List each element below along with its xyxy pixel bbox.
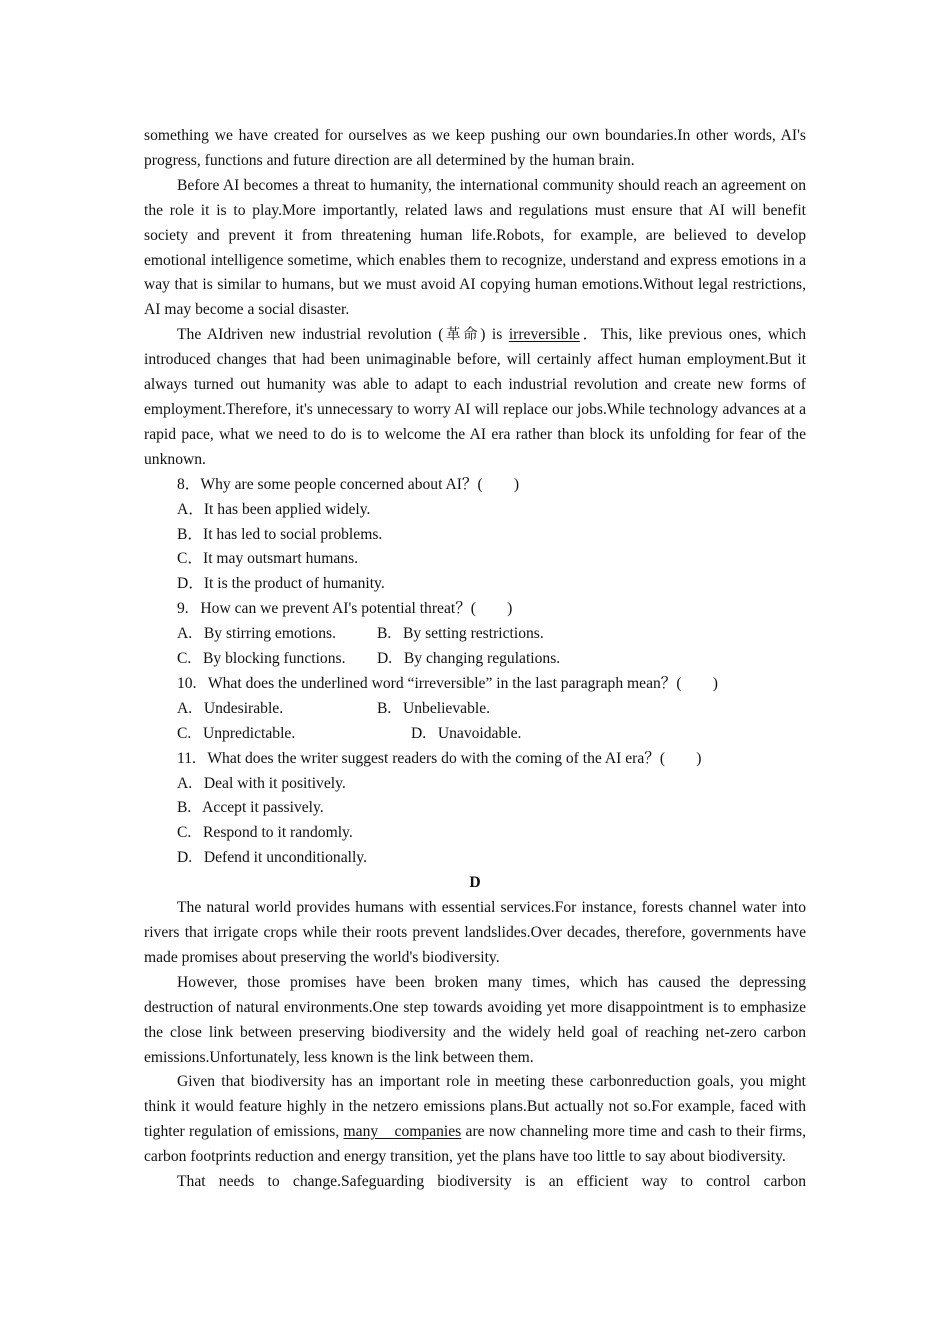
question-9-option-c[interactable]: C. By blocking functions.	[177, 650, 346, 668]
underlined-phrase: many companies	[343, 1123, 462, 1141]
question-8-stem: 8．Why are some people concerned about AI？( )	[177, 475, 520, 493]
question-10-option-c[interactable]: C. Unpredictable.	[177, 724, 296, 742]
question-10-option-a[interactable]: A. Undesirable.	[177, 699, 284, 717]
question-11-option-c[interactable]: C. Respond to it randomly.	[177, 824, 353, 842]
question-9-options-row-2	[144, 647, 806, 672]
question-9-option-b[interactable]: B. By setting restrictions.	[377, 625, 544, 643]
passage-c-paragraph-2: Before AI becomes a threat to humanity, the international community should reach an agreement on the role it is to play.More importantly, related laws and regulations must ensure that AI will benefit society and prevent it from threatening human life.Robots, for example, are believed to develop emotional intelligence sometime, which enables them to recognize, understand and express emotions in a way that is similar to humans, but we must avoid AI copying human emotions.Without legal restrictions, AI may become a social disaster.	[144, 176, 806, 319]
question-9-stem: 9. How can we prevent AI's potential threat？( )	[177, 600, 513, 618]
paragraph-text: are now channeling more time and cash to their firms, carbon footprints reduction and energy transition, yet the plans have too little to say about biodiversity.	[144, 1123, 806, 1166]
question-10-stem: 10. What does the underlined word “irreversible” in the last paragraph mean？( )	[177, 674, 718, 692]
paragraph-text: ) is	[480, 326, 509, 344]
question-10-option-b[interactable]: B. Unbelievable.	[377, 699, 491, 717]
question-8-option-b[interactable]: B．It has led to social problems.	[177, 525, 383, 543]
passage-d-paragraph-1: The natural world provides humans with essential services.For instance, forests channel water into rivers that irrigate crops while their roots prevent landslides.Over decades, therefore, governments have made promises about preserving the world's biodiversity.	[144, 899, 806, 966]
question-8-option-c[interactable]: C．It may outsmart humans.	[177, 550, 359, 568]
passage-c-paragraph-1: something we have created for ourselves as we keep pushing our own boundaries.In other words, AI's progress, functions and future direction are all determined by the human brain.	[144, 127, 806, 169]
paragraph-text: ．This, like previous ones, which introduced changes that had been unimaginable before, will certainly affect human employment.But it always turned out humanity was able to adapt to each industrial revolution and create new forms of employment.Therefore, it's unnecessary to worry AI will replace our jobs.While technology advances at a rapid pace, what we need to do is to welcome the AI era rather than block its unfolding for fear of the unknown.	[144, 326, 806, 468]
question-8-option-d[interactable]: D．It is the product of humanity.	[177, 575, 385, 593]
question-10-options-row-2	[144, 722, 806, 747]
question-10-options-row-1	[144, 697, 806, 722]
passage-c-paragraph-3	[144, 323, 806, 472]
passage-d-heading: D	[469, 874, 481, 892]
chinese-gloss: 革命	[443, 327, 481, 344]
document-page	[144, 124, 806, 1195]
passage-d-paragraph-2: However, those promises have been broken many times, which has caused the depressing destruction of natural environments.One step towards avoiding yet more disappointment is to emphasize the close link between preserving biodiversity and the widely held goal of reaching net-zero carbon emissions.Unfortunately, less known is the link between them.	[144, 973, 806, 1066]
question-8-option-a[interactable]: A．It has been applied widely.	[177, 500, 371, 518]
passage-d-paragraph-4: That needs to change.Safeguarding biodiversity is an efficient way to control carbon	[177, 1173, 806, 1191]
underlined-word: irreversible	[508, 326, 580, 344]
question-9-option-d[interactable]: D. By changing regulations.	[377, 650, 561, 668]
question-9-option-a[interactable]: A. By stirring emotions.	[177, 625, 336, 643]
question-11-option-d[interactable]: D. Defend it unconditionally.	[177, 849, 367, 867]
question-9-options-row-1	[144, 622, 806, 647]
question-11-option-b[interactable]: B. Accept it passively.	[177, 799, 324, 817]
passage-d-paragraph-3	[144, 1070, 806, 1170]
paragraph-text: The AIdriven new industrial revolution (	[177, 326, 444, 344]
question-11-option-a[interactable]: A. Deal with it positively.	[177, 774, 346, 792]
question-11-stem: 11. What does the writer suggest readers do with the coming of the AI era？( )	[177, 749, 702, 767]
paragraph-text: Given that biodiversity has an important role in meeting these carbonreduction goals, you might think it would feature highly in the netzero emissions plans.But actually not so.For example, faced with tighter regulation of emissions,	[144, 1073, 806, 1141]
question-10-option-d[interactable]: D. Unavoidable.	[411, 724, 522, 742]
